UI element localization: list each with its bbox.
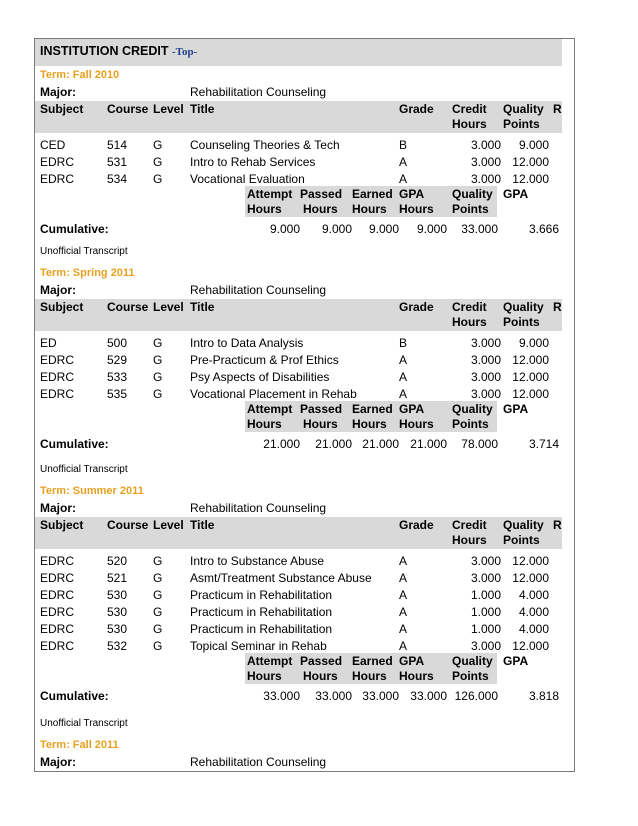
course-number: 530 [107, 622, 128, 636]
course-credit-hours: 3.000 [470, 370, 501, 384]
course-title: Practicum in Rehabilitation [190, 588, 333, 602]
col-grade: Grade [399, 300, 434, 314]
col-subject: Subject [40, 518, 84, 532]
col-credit: Credit [452, 102, 487, 116]
term-label: Term: Fall 2011 [40, 739, 119, 751]
sum-earned-hours: Hours [352, 202, 387, 216]
sum-gpa-label: GPA [399, 402, 425, 416]
course-level: G [153, 571, 163, 585]
cum-quality-points: 78.000 [461, 437, 498, 451]
sum-quality: Quality [452, 402, 493, 416]
major-value: Rehabilitation Counseling [190, 755, 327, 769]
course-title: Intro to Data Analysis [190, 336, 304, 350]
course-quality-points: 9.000 [518, 138, 549, 152]
cum-passed: 21.000 [315, 437, 352, 451]
cum-attempt: 9.000 [269, 222, 300, 236]
course-level: G [153, 605, 163, 619]
major-value: Rehabilitation Counseling [190, 283, 327, 297]
course-level: G [153, 554, 163, 568]
top-link[interactable]: -Top- [171, 46, 198, 58]
course-grade: A [399, 605, 408, 619]
cum-earned: 33.000 [362, 689, 399, 703]
sum-earned-hours: Hours [352, 669, 387, 683]
major-value: Rehabilitation Counseling [190, 501, 327, 515]
sum-passed-hours: Hours [303, 669, 338, 683]
sum-attempt: Attempt [247, 654, 293, 668]
course-grade: A [399, 554, 408, 568]
cum-earned: 21.000 [362, 437, 399, 451]
sum-passed: Passed [300, 402, 343, 416]
course-level: G [153, 370, 163, 384]
cum-gpa: 3.818 [528, 689, 559, 703]
course-quality-points: 12.000 [512, 370, 549, 384]
sum-attempt-hours: Hours [247, 202, 282, 216]
course-quality-points: 12.000 [512, 571, 549, 585]
course-title: Counseling Theories & Tech [190, 138, 340, 152]
sum-passed-hours: Hours [303, 417, 338, 431]
course-title: Psy Aspects of Disabilities [190, 370, 330, 384]
col-course: Course [107, 102, 149, 116]
cum-attempt: 33.000 [263, 689, 300, 703]
unofficial-transcript-note: Unofficial Transcript [40, 464, 128, 475]
course-number: 514 [107, 138, 128, 152]
cum-gpa-hours: 33.000 [410, 689, 447, 703]
course-quality-points: 4.000 [518, 605, 549, 619]
sum-gpa: GPA [503, 654, 529, 668]
course-number: 530 [107, 588, 128, 602]
course-title: Practicum in Rehabilitation [190, 622, 333, 636]
course-credit-hours: 3.000 [470, 554, 501, 568]
sum-gpa: GPA [503, 402, 529, 416]
sum-quality-points: Points [452, 202, 489, 216]
sum-gpa: GPA [503, 187, 529, 201]
course-title: Practicum in Rehabilitation [190, 605, 333, 619]
course-quality-points: 12.000 [512, 155, 549, 169]
cumulative-label: Cumulative: [40, 437, 109, 451]
major-label: Major: [40, 85, 76, 99]
course-credit-hours: 3.000 [470, 639, 501, 653]
sum-gpa-hours: Hours [399, 417, 434, 431]
header-title: INSTITUTION CREDIT [40, 44, 169, 58]
major-label: Major: [40, 755, 76, 769]
col-course: Course [107, 300, 149, 314]
course-subject: ED [40, 336, 57, 350]
col-credit-hours: Hours [452, 315, 487, 329]
col-subject: Subject [40, 300, 84, 314]
course-credit-hours: 3.000 [470, 353, 501, 367]
major-label: Major: [40, 501, 76, 515]
sum-attempt-hours: Hours [247, 669, 282, 683]
course-grade: A [399, 370, 408, 384]
course-credit-hours: 3.000 [470, 336, 501, 350]
col-credit: Credit [452, 300, 487, 314]
course-grade: A [399, 353, 408, 367]
course-grade: B [399, 336, 408, 350]
sum-earned: Earned [352, 654, 393, 668]
sum-earned: Earned [352, 187, 393, 201]
course-level: G [153, 588, 163, 602]
sum-attempt: Attempt [247, 187, 293, 201]
course-credit-hours: 1.000 [470, 588, 501, 602]
course-title: Intro to Substance Abuse [190, 554, 325, 568]
col-quality: Quality [503, 102, 544, 116]
course-level: G [153, 172, 163, 186]
course-title: Vocational Placement in Rehab [190, 387, 357, 401]
course-number: 535 [107, 387, 128, 401]
course-subject: EDRC [40, 571, 75, 585]
course-subject: EDRC [40, 605, 75, 619]
col-title: Title [190, 518, 215, 532]
course-number: 529 [107, 353, 128, 367]
course-number: 534 [107, 172, 128, 186]
institution-credit-header [35, 39, 562, 66]
cum-gpa-hours: 9.000 [416, 222, 447, 236]
course-grade: A [399, 571, 408, 585]
course-level: G [153, 387, 163, 401]
course-grade: A [399, 588, 408, 602]
transcript-frame [34, 38, 575, 772]
course-title: Topical Seminar in Rehab [190, 639, 327, 653]
col-title: Title [190, 102, 215, 116]
course-title: Pre-Practicum & Prof Ethics [190, 353, 339, 367]
sum-passed: Passed [300, 654, 343, 668]
cum-passed: 33.000 [315, 689, 352, 703]
col-level: Level [153, 518, 184, 532]
term-label: Term: Summer 2011 [40, 485, 144, 497]
course-subject: EDRC [40, 155, 75, 169]
sum-passed-hours: Hours [303, 202, 338, 216]
course-number: 531 [107, 155, 128, 169]
cum-passed: 9.000 [321, 222, 352, 236]
course-number: 532 [107, 639, 128, 653]
course-title: Asmt/Treatment Substance Abuse [190, 571, 372, 585]
course-credit-hours: 1.000 [470, 622, 501, 636]
col-quality-points: Points [503, 117, 540, 131]
course-credit-hours: 3.000 [470, 387, 501, 401]
course-credit-hours: 3.000 [470, 155, 501, 169]
course-quality-points: 12.000 [512, 172, 549, 186]
course-grade: A [399, 387, 408, 401]
course-grade: A [399, 622, 408, 636]
course-quality-points: 9.000 [518, 336, 549, 350]
course-title: Intro to Rehab Services [190, 155, 316, 169]
sum-passed: Passed [300, 187, 343, 201]
sum-gpa-label: GPA [399, 654, 425, 668]
sum-quality-points: Points [452, 669, 489, 683]
cum-gpa: 3.666 [528, 222, 559, 236]
course-quality-points: 4.000 [518, 622, 549, 636]
sum-gpa-label: GPA [399, 187, 425, 201]
col-grade: Grade [399, 102, 434, 116]
course-level: G [153, 639, 163, 653]
col-quality-points: Points [503, 533, 540, 547]
course-number: 520 [107, 554, 128, 568]
major-label: Major: [40, 283, 76, 297]
sum-quality: Quality [452, 187, 493, 201]
col-quality: Quality [503, 518, 544, 532]
course-level: G [153, 155, 163, 169]
course-credit-hours: 3.000 [470, 138, 501, 152]
col-credit: Credit [452, 518, 487, 532]
course-quality-points: 12.000 [512, 639, 549, 653]
course-subject: EDRC [40, 370, 75, 384]
course-title: Vocational Evaluation [190, 172, 305, 186]
course-number: 533 [107, 370, 128, 384]
unofficial-transcript-note: Unofficial Transcript [40, 246, 128, 257]
course-subject: EDRC [40, 554, 75, 568]
course-credit-hours: 3.000 [470, 571, 501, 585]
course-number: 500 [107, 336, 128, 350]
sum-quality-points: Points [452, 417, 489, 431]
course-grade: A [399, 639, 408, 653]
course-quality-points: 12.000 [512, 554, 549, 568]
col-subject: Subject [40, 102, 84, 116]
col-course: Course [107, 518, 149, 532]
major-value: Rehabilitation Counseling [190, 85, 327, 99]
cum-quality-points: 126.000 [454, 689, 498, 703]
course-number: 521 [107, 571, 128, 585]
course-subject: EDRC [40, 622, 75, 636]
course-subject: EDRC [40, 353, 75, 367]
term-label: Term: Spring 2011 [40, 267, 135, 279]
course-level: G [153, 622, 163, 636]
course-quality-points: 4.000 [518, 588, 549, 602]
col-grade: Grade [399, 518, 434, 532]
col-quality-points: Points [503, 315, 540, 329]
col-level: Level [153, 102, 184, 116]
cum-quality-points: 33.000 [461, 222, 498, 236]
col-level: Level [153, 300, 184, 314]
course-level: G [153, 138, 163, 152]
cum-attempt: 21.000 [263, 437, 300, 451]
course-credit-hours: 1.000 [470, 605, 501, 619]
cum-earned: 9.000 [368, 222, 399, 236]
course-level: G [153, 336, 163, 350]
course-subject: CED [40, 138, 66, 152]
sum-attempt-hours: Hours [247, 417, 282, 431]
course-grade: A [399, 155, 408, 169]
course-quality-points: 12.000 [512, 387, 549, 401]
course-subject: EDRC [40, 588, 75, 602]
col-r: R [553, 102, 562, 116]
sum-earned-hours: Hours [352, 417, 387, 431]
sum-quality: Quality [452, 654, 493, 668]
course-number: 530 [107, 605, 128, 619]
sum-gpa-hours: Hours [399, 669, 434, 683]
col-r: R [553, 300, 562, 314]
course-grade: B [399, 138, 408, 152]
course-grade: A [399, 172, 408, 186]
cumulative-label: Cumulative: [40, 689, 109, 703]
col-quality: Quality [503, 300, 544, 314]
cum-gpa-hours: 21.000 [410, 437, 447, 451]
cumulative-label: Cumulative: [40, 222, 109, 236]
course-quality-points: 12.000 [512, 353, 549, 367]
sum-gpa-hours: Hours [399, 202, 434, 216]
col-r: R [553, 518, 562, 532]
course-subject: EDRC [40, 387, 75, 401]
cum-gpa: 3.714 [528, 437, 559, 451]
course-credit-hours: 3.000 [470, 172, 501, 186]
sum-earned: Earned [352, 402, 393, 416]
col-credit-hours: Hours [452, 533, 487, 547]
term-label: Term: Fall 2010 [40, 69, 120, 81]
course-level: G [153, 353, 163, 367]
course-subject: EDRC [40, 639, 75, 653]
col-title: Title [190, 300, 215, 314]
course-subject: EDRC [40, 172, 75, 186]
col-credit-hours: Hours [452, 117, 487, 131]
unofficial-transcript-note: Unofficial Transcript [40, 718, 128, 729]
sum-attempt: Attempt [247, 402, 293, 416]
